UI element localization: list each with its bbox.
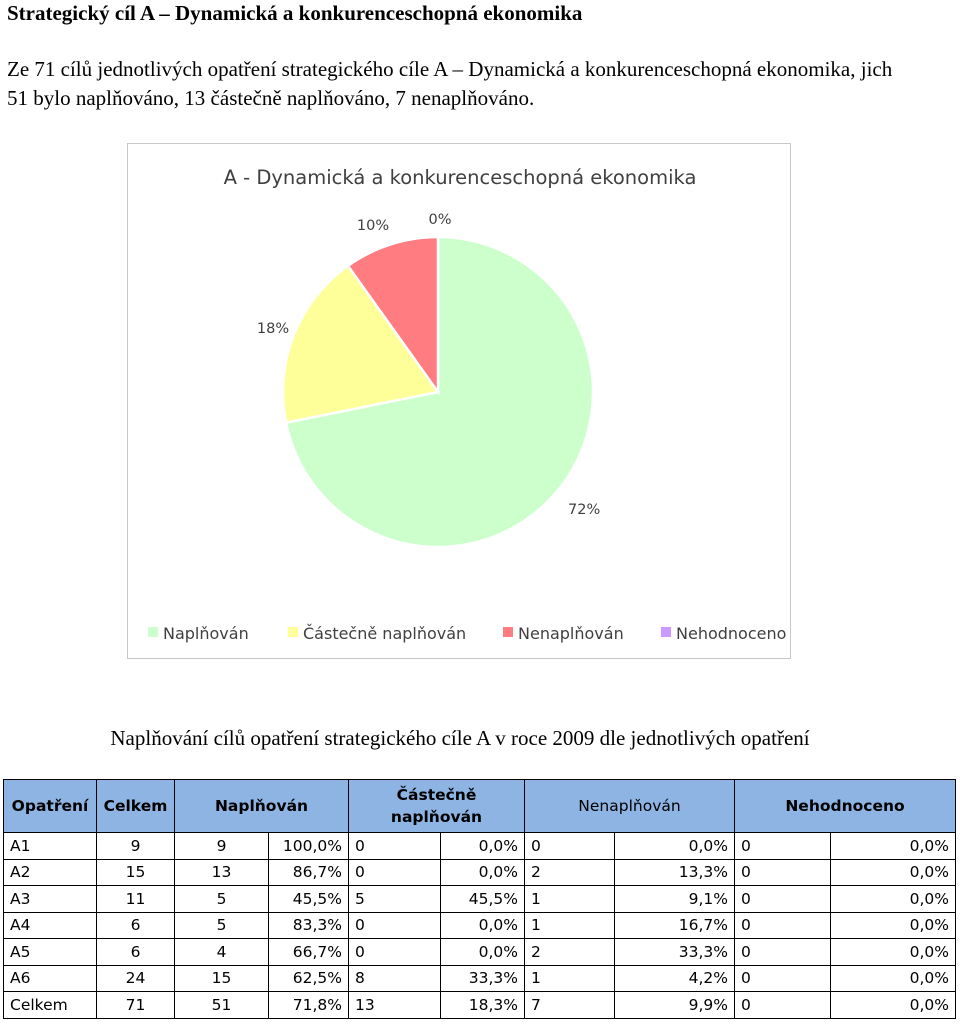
cell-castecne-pct: 0,0% <box>441 912 525 939</box>
chart-title: A - Dynamická a konkurenceschopná ekonomika <box>223 166 697 189</box>
cell-nenaplnovan-pct: 0,0% <box>615 833 735 860</box>
cell-nenaplnovan-count: 2 <box>525 859 615 886</box>
header-naplnovan: Naplňován <box>175 780 349 833</box>
cell-castecne-count: 0 <box>349 912 441 939</box>
cell-nenaplnovan-pct: 9,1% <box>615 886 735 913</box>
header-celkem: Celkem <box>97 780 175 833</box>
cell-nehodnoceno-count: 0 <box>735 859 831 886</box>
cell-naplnovan-count: 51 <box>175 992 269 1019</box>
cell-nehodnoceno-count: 0 <box>735 939 831 966</box>
cell-celkem: 9 <box>97 833 175 860</box>
legend-label-3: Nenaplňován <box>518 624 624 643</box>
pie-label-1: 72% <box>568 502 601 518</box>
table-row <box>4 939 956 966</box>
cell-nenaplnovan-count: 7 <box>525 992 615 1019</box>
cell-nehodnoceno-count: 0 <box>735 912 831 939</box>
cell-nehodnoceno-count: 0 <box>735 833 831 860</box>
cell-castecne-count: 0 <box>349 833 441 860</box>
cell-castecne-count: 5 <box>349 886 441 913</box>
results-table <box>3 779 956 1019</box>
cell-nehodnoceno-count: 0 <box>735 992 831 1019</box>
cell-celkem: 71 <box>97 992 175 1019</box>
cell-nenaplnovan-pct: 16,7% <box>615 912 735 939</box>
cell-celkem: 11 <box>97 886 175 913</box>
header-nehodnoceno: Nehodnoceno <box>735 780 956 833</box>
cell-opatreni: A1 <box>4 833 97 860</box>
cell-naplnovan-pct: 62,5% <box>269 965 349 992</box>
cell-opatreni: A6 <box>4 965 97 992</box>
cell-celkem: 15 <box>97 859 175 886</box>
cell-nenaplnovan-count: 1 <box>525 965 615 992</box>
header-opatreni: Opatření <box>4 780 97 833</box>
pie-chart <box>127 143 791 659</box>
cell-castecne-count: 8 <box>349 965 441 992</box>
cell-nehodnoceno-count: 0 <box>735 886 831 913</box>
table-row <box>4 886 956 913</box>
cell-nenaplnovan-count: 1 <box>525 912 615 939</box>
cell-nehodnoceno-pct: 0,0% <box>831 965 956 992</box>
table-row <box>4 859 956 886</box>
cell-naplnovan-count: 4 <box>175 939 269 966</box>
legend-label-2: Částečně naplňován <box>303 624 467 643</box>
cell-nenaplnovan-pct: 9,9% <box>615 992 735 1019</box>
intro-paragraph: Ze 71 cílů jednotlivých opatření strategického cíle A – Dynamická a konkurenceschopná ekonomika, jich 51 bylo naplňováno, 13 částečně naplňováno, 7 nenaplňováno. <box>7 57 893 110</box>
cell-nenaplnovan-pct: 13,3% <box>615 859 735 886</box>
cell-castecne-pct: 0,0% <box>441 833 525 860</box>
cell-castecne-count: 0 <box>349 859 441 886</box>
cell-naplnovan-pct: 45,5% <box>269 886 349 913</box>
pie-label-3: 10% <box>356 218 390 234</box>
table-row <box>4 833 956 860</box>
header-castecne-line2: naplňován <box>390 808 483 826</box>
cell-nehodnoceno-pct: 0,0% <box>831 833 956 860</box>
cell-castecne-count: 13 <box>349 992 441 1019</box>
cell-celkem: 6 <box>97 912 175 939</box>
cell-nenaplnovan-pct: 4,2% <box>615 965 735 992</box>
cell-castecne-pct: 0,0% <box>441 859 525 886</box>
header-castecne <box>349 780 525 833</box>
cell-naplnovan-count: 15 <box>175 965 269 992</box>
cell-castecne-count: 0 <box>349 939 441 966</box>
cell-opatreni: A5 <box>4 939 97 966</box>
section-heading: Strategický cíl A – Dynamická a konkurenceschopná ekonomika <box>7 1 583 25</box>
cell-castecne-pct: 33,3% <box>441 965 525 992</box>
cell-naplnovan-pct: 71,8% <box>269 992 349 1019</box>
table-body <box>4 833 956 1019</box>
cell-celkem: 6 <box>97 939 175 966</box>
legend-swatch-3 <box>503 627 513 637</box>
table-row <box>4 965 956 992</box>
table-row <box>4 992 956 1019</box>
legend-label-1: Naplňován <box>163 624 249 643</box>
header-nenaplnovan: Nenaplňován <box>525 780 735 833</box>
pie-label-2: 18% <box>256 321 290 337</box>
cell-nenaplnovan-pct: 33,3% <box>615 939 735 966</box>
cell-nehodnoceno-pct: 0,0% <box>831 859 956 886</box>
chart-legend <box>148 624 786 643</box>
pie-chart-svg <box>128 144 792 660</box>
cell-naplnovan-count: 13 <box>175 859 269 886</box>
cell-nehodnoceno-pct: 0,0% <box>831 939 956 966</box>
cell-nenaplnovan-count: 2 <box>525 939 615 966</box>
table-header-row <box>4 780 956 833</box>
cell-naplnovan-pct: 100,0% <box>269 833 349 860</box>
cell-nehodnoceno-pct: 0,0% <box>831 886 956 913</box>
cell-naplnovan-count: 9 <box>175 833 269 860</box>
cell-castecne-pct: 18,3% <box>441 992 525 1019</box>
cell-nenaplnovan-count: 1 <box>525 886 615 913</box>
table-row <box>4 912 956 939</box>
cell-naplnovan-count: 5 <box>175 886 269 913</box>
pie-label-4: 0% <box>428 212 452 228</box>
legend-swatch-2 <box>288 627 298 637</box>
table-caption: Naplňování cílů opatření strategického cíle A v roce 2009 dle jednotlivých opatření <box>110 726 810 750</box>
cell-opatreni: A2 <box>4 859 97 886</box>
legend-label-4: Nehodnoceno <box>676 624 787 643</box>
legend-swatch-4 <box>661 627 671 637</box>
cell-nenaplnovan-count: 0 <box>525 833 615 860</box>
cell-celkem: 24 <box>97 965 175 992</box>
cell-nehodnoceno-pct: 0,0% <box>831 912 956 939</box>
cell-naplnovan-pct: 66,7% <box>269 939 349 966</box>
cell-opatreni: A4 <box>4 912 97 939</box>
cell-nehodnoceno-count: 0 <box>735 965 831 992</box>
cell-castecne-pct: 0,0% <box>441 939 525 966</box>
cell-nehodnoceno-pct: 0,0% <box>831 992 956 1019</box>
header-castecne-line1: Částečně <box>396 786 477 804</box>
cell-opatreni: A3 <box>4 886 97 913</box>
legend-swatch-1 <box>148 627 158 637</box>
pie-slices <box>283 237 593 547</box>
cell-naplnovan-count: 5 <box>175 912 269 939</box>
cell-naplnovan-pct: 86,7% <box>269 859 349 886</box>
cell-naplnovan-pct: 83,3% <box>269 912 349 939</box>
cell-opatreni: Celkem <box>4 992 97 1019</box>
cell-castecne-pct: 45,5% <box>441 886 525 913</box>
